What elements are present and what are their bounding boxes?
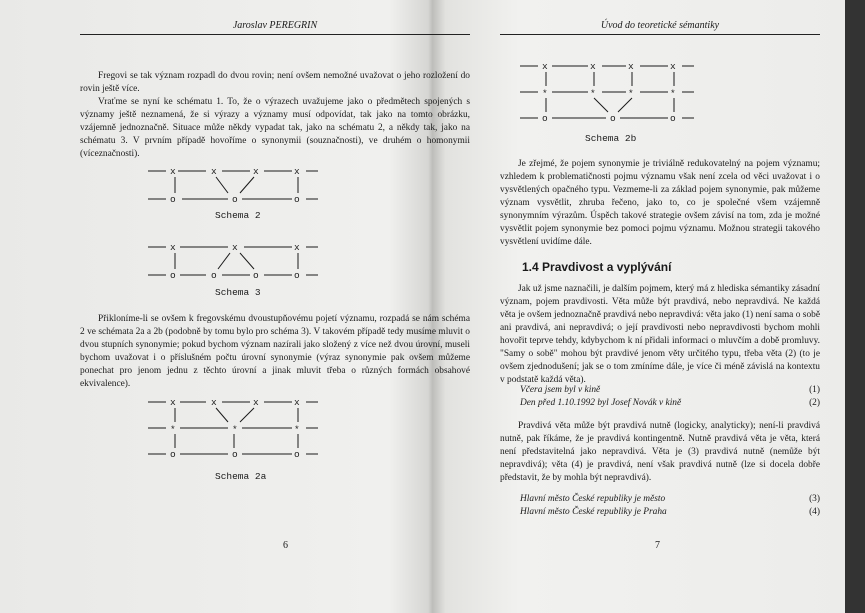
schema-3-node: o <box>170 270 176 281</box>
schema-2a-label: Schema 2a <box>215 471 267 482</box>
schema-2a-node: * <box>232 424 238 435</box>
right-header-rule <box>500 34 820 35</box>
left-header-rule <box>80 34 470 35</box>
schema-2b-node: * <box>590 88 596 99</box>
example-2: Den před 1.10.1992 byl Josef Novák v kině (2) <box>520 398 820 408</box>
left-paragraph-1: Fregovi se tak význam rozpadl do dvou rovin; není ovšem nemožné uvažovat o jeho rozložení do rovin ještě více. <box>80 71 470 94</box>
right-page <box>500 0 820 613</box>
right-paragraph-3: Pravdivá věta může být pravdivá nutně (logicky, analyticky); není-li pravdivá nutně, pak říkáme, že je pravdivá kontingentně. Nutně pravdivá věta je věta, která není představitelná jako nepravdivá. Věta je (3) pravdivá nutně (nemůže být nepravdivá); věta (4) je pravdivá, není však pravdivá nutně (lze si docela dobře představit, že by mohla být nepravdivá). <box>500 421 820 483</box>
schema-2b-node: o <box>670 113 676 124</box>
right-running-head: Úvod do teoretické sémantiky <box>600 20 720 31</box>
schema-2b-node: x <box>590 61 596 72</box>
schema-3-node: x <box>232 242 238 253</box>
schema-2b-node: x <box>670 61 676 72</box>
schema-3-node: o <box>294 270 300 281</box>
schema-2-node: x <box>253 166 259 177</box>
schema-2a-node: * <box>294 424 300 435</box>
scan-edge-shadow <box>845 0 865 613</box>
schema-3-label: Schema 3 <box>215 287 261 298</box>
schema-2b-node: * <box>542 88 548 99</box>
example-1: Včera jsem byl v kině (1) <box>520 385 820 395</box>
schema-2b-node: x <box>542 61 548 72</box>
schema-2a-node: o <box>170 449 176 460</box>
right-paragraph-1: Je zřejmé, že pojem synonymie je triviálně redukovatelný na pojem významu; vzhledem k problematičnosti pojmu významu však není zcela od věci uvažovat i o vysvětlených opačného typu. Vezmeme-li za základ pojem synonymie, pak můžeme význam vysvětlit, zhruba řečeno, jako to, co je společné všem vzájemně synonymním výrazům. Úspěch takové strategie ovšem závisí na tom, zda je možné vysvětlit pojem synonymie bez pomoci pojmu významu. Možnou strategii takového vysvětlení uvidíme dále. <box>500 159 820 247</box>
schema-3-diagram <box>80 239 470 291</box>
left-paragraph-3: Přikloníme-li se ovšem k fregovskému dvoustupňovému pojetí významu, rozpadá se nám schéma 2 ve schémata 2a a 2b (podobně by tomu bylo pro schéma 3). V takovém případě tedy musíme mluvit o dvou stupních synonymie; pokud bychom význam nazírali jako složený z více než dvou úrovní, museli bychom uvažovat i o příslušném počtu úrovní synonymie (výraz synonymie pak ovšem můžeme ponechat pro jenom jednu z těchto úrovní a jinak mluvit třeba o různých formách obsahové ekvivalence). <box>80 314 470 389</box>
schema-2b-node: o <box>542 113 548 124</box>
schema-2b-diagram <box>500 58 820 130</box>
schema-2a-diagram <box>80 394 470 466</box>
schema-2-node: x <box>294 166 300 177</box>
left-paragraph-2: Vraťme se nyní ke schématu 1. To, že o výrazech uvažujeme jako o předmětech spojených s významy ještě neznamená, že si výrazy a významy musí odpovídat, tak jako na tomto obrázku, vzájemně jednoznačně. Situace může někdy vypadat tak, jako na schématu 2, a někdy tak, jako na schématu 3. V prvním případě hovoříme o synonymii (souznačnosti), ve druhém o homonymii (víceznačnosti). <box>80 97 470 159</box>
left-page <box>80 0 470 613</box>
schema-2b-label: Schema 2b <box>585 133 637 144</box>
schema-2-node: o <box>294 194 300 205</box>
schema-2a-node: o <box>294 449 300 460</box>
schema-2-node: x <box>170 166 176 177</box>
example-4: Hlavní město České republiky je Praha (4) <box>520 507 820 517</box>
example-4-number: (4) <box>809 507 820 517</box>
schema-2b-node: * <box>670 88 676 99</box>
schema-3-node: x <box>294 242 300 253</box>
schema-2-node: o <box>170 194 176 205</box>
schema-3-node: x <box>170 242 176 253</box>
right-page-number: 7 <box>655 540 660 551</box>
schema-2-node: x <box>211 166 217 177</box>
example-1-number: (1) <box>809 385 820 395</box>
schema-2b-node: x <box>628 61 634 72</box>
schema-2a-node: x <box>253 397 259 408</box>
left-page-number: 6 <box>283 540 288 551</box>
schema-2b-node: * <box>628 88 634 99</box>
schema-2a-node: * <box>170 424 176 435</box>
section-heading: 1.4 Pravdivost a vyplývání <box>522 260 672 274</box>
schema-2b-node: o <box>610 113 616 124</box>
schema-2-diagram <box>80 163 470 215</box>
schema-2-node: o <box>232 194 238 205</box>
example-2-number: (2) <box>809 398 820 408</box>
schema-2-label: Schema 2 <box>215 210 261 221</box>
schema-3-node: o <box>211 270 217 281</box>
schema-2a-node: x <box>211 397 217 408</box>
example-3-number: (3) <box>809 494 820 504</box>
left-running-head: Jaroslav PEREGRIN <box>232 20 318 31</box>
schema-3-node: o <box>253 270 259 281</box>
right-paragraph-2: Jak už jsme naznačili, je dalším pojmem, který má z hlediska sémantiky zásadní význam, pojem pravdivosti. Věta může být pravdivá, nebo nepravdivá. Ne každá věta je ovšem jednoznačně pravdivá nebo nepravdivá: věta jako (1) není sama o sobě ani pravdivá, ani nepravdivá; o její pravdivosti nebo nepravdivosti bychom mohli hovořit teprve tehdy, kdybychom k ní přidali informaci o mluvčím a době promluvy. "Samy o sobě" mohou být pravdivé jenom věty určitého typu, třeba věta (2) (to je ovšem zjednodušení; jak se o tom zmíníme dále, je více či méně závislá na kontextu v podstatě každá věta). <box>500 284 820 385</box>
schema-2a-node: x <box>294 397 300 408</box>
example-3: Hlavní město České republiky je město (3) <box>520 494 820 504</box>
schema-2a-node: o <box>232 449 238 460</box>
schema-2a-node: x <box>170 397 176 408</box>
